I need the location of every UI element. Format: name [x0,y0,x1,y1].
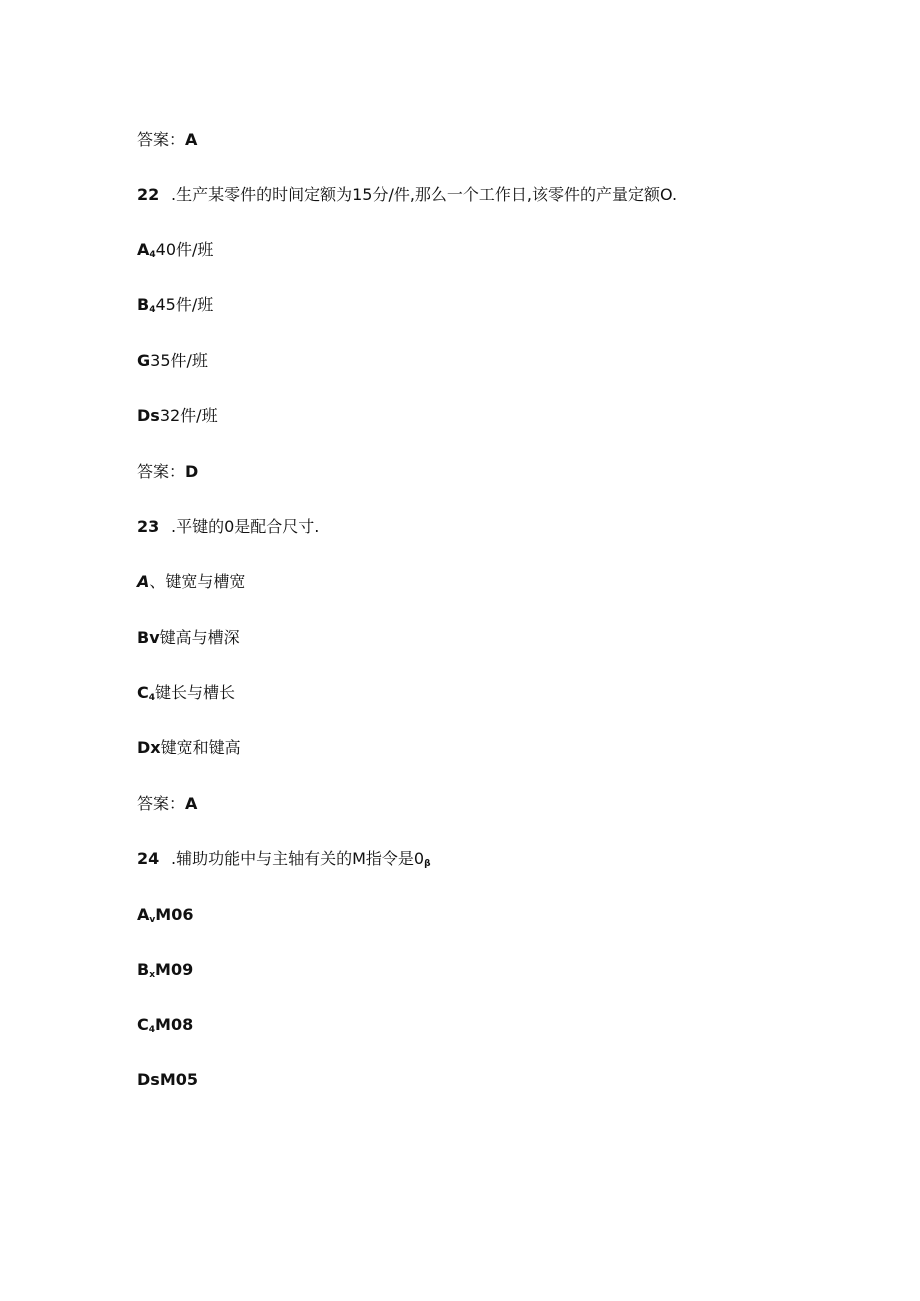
question-text: .生产某零件的时间定额为15分/件,那么一个工作日,该零件的产量定额O. [171,185,678,204]
option-22-a [137,240,213,265]
option-text: M06 [155,905,194,924]
answer-label: 答案： [137,462,186,481]
answer-value: A [185,130,198,149]
option-letter: A [137,572,150,591]
question-number: 24 [137,849,160,868]
answer-value: D [185,462,199,481]
option-text: 键高与槽深 [159,628,240,647]
option-text: M08 [155,1015,194,1034]
option-mark: s [150,1070,160,1089]
question-text: .平键的0是配合尺寸. [171,517,320,536]
option-23-a [137,572,245,592]
option-mark: v [149,628,160,647]
option-letter: G [137,351,151,370]
option-text: 32件/班 [159,406,218,425]
option-24-a [137,905,193,930]
option-letter: A [137,905,150,924]
option-letter: B [137,960,150,979]
question-suffix: β [424,859,431,869]
option-text: 35件/班 [150,351,208,370]
option-mark: 4 [148,1025,156,1035]
option-letter: C [137,1015,149,1034]
option-22-c [137,351,208,371]
question-24 [137,849,431,874]
option-text: 键宽与槽宽 [165,572,246,591]
option-mark: 4 [149,250,156,260]
option-mark: 4 [148,693,156,703]
answer-line-23 [137,794,197,814]
option-22-b [137,295,213,320]
question-23 [137,517,319,537]
question-22 [137,185,677,205]
option-mark: v [149,915,156,925]
option-text: 40件/班 [155,240,214,259]
option-letter: D [137,1070,151,1089]
option-letter: D [137,738,151,757]
question-number: 22 [137,185,160,204]
option-mark: 4 [149,305,156,315]
option-24-d [137,1070,198,1090]
answer-line-22 [137,462,198,482]
option-23-d [137,738,241,758]
option-text: M09 [155,960,194,979]
option-text: M05 [159,1070,198,1089]
option-text: 45件/班 [155,295,214,314]
option-letter: D [137,406,151,425]
option-22-d [137,406,218,426]
answer-label: 答案： [137,130,186,149]
option-mark: s [150,406,160,425]
option-mark: x [150,738,161,757]
option-23-c [137,683,235,708]
option-24-b [137,960,193,985]
option-letter: A [137,240,150,259]
option-23-b [137,628,240,648]
option-24-c [137,1015,193,1040]
option-text: 键长与槽长 [155,683,236,702]
answer-label: 答案： [137,794,186,813]
option-letter: B [137,628,150,647]
question-text: .辅助功能中与主轴有关的M指令是0 [171,849,425,868]
option-mark: 、 [149,572,166,591]
option-mark: x [149,970,156,980]
question-number: 23 [137,517,160,536]
option-letter: B [137,295,150,314]
answer-value: A [185,794,198,813]
option-text: 键宽和键高 [160,738,241,757]
option-letter: C [137,683,149,702]
answer-line-prev [137,130,197,150]
